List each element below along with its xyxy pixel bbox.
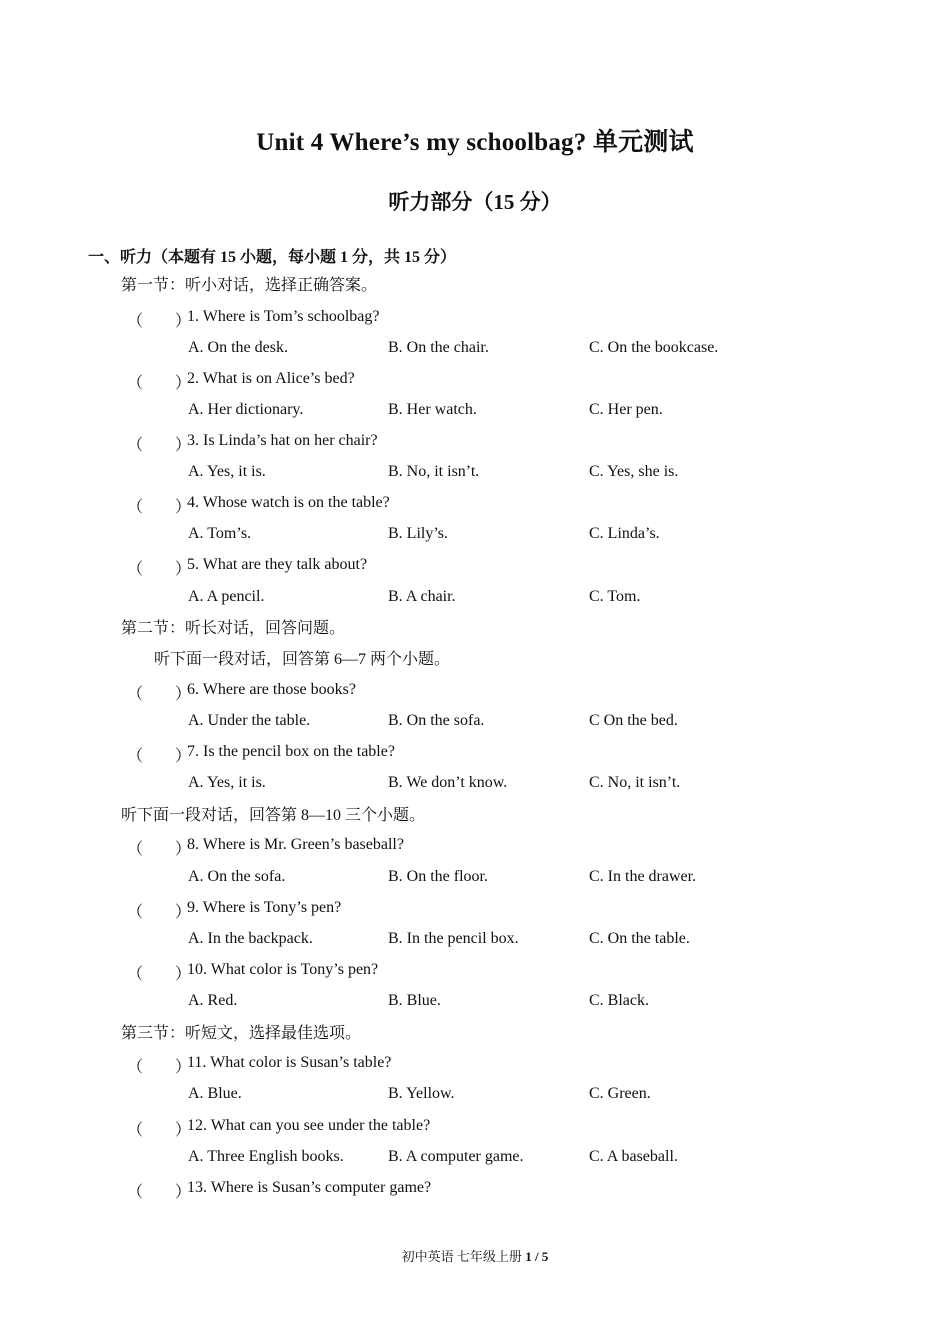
q5-option-c: C. Tom. xyxy=(589,588,641,605)
section-2-note-2: 听下面一段对话，回答第 8—10 三个小题。 xyxy=(121,807,426,824)
q8-option-c: C. In the drawer. xyxy=(589,868,697,885)
question-2: 2. What is on Alice’s bed? xyxy=(187,370,355,387)
answer-blank-12[interactable]: （ ） xyxy=(127,1122,192,1139)
answer-blank-11[interactable]: （ ） xyxy=(127,1059,192,1076)
q3-option-c: C. Yes, she is. xyxy=(589,463,679,480)
page-number: 1 / 5 xyxy=(525,1249,549,1264)
answer-blank-8[interactable]: （ ） xyxy=(127,841,192,858)
answer-blank-2[interactable]: （ ） xyxy=(127,375,192,392)
q8-option-a: A. On the sofa. xyxy=(188,868,286,885)
question-13: 13. Where is Susan’s computer game? xyxy=(187,1179,432,1196)
q12-option-b: B. A computer game. xyxy=(388,1148,524,1165)
question-6: 6. Where are those books? xyxy=(187,681,356,698)
footer-course: 初中英语 七年级上册 xyxy=(401,1249,526,1264)
q11-option-a: A. Blue. xyxy=(188,1085,242,1102)
q7-option-b: B. We don’t know. xyxy=(388,774,508,791)
q7-option-c: C. No, it isn’t. xyxy=(589,774,681,791)
answer-blank-10[interactable]: （ ） xyxy=(127,966,192,983)
q6-option-c: C On the bed. xyxy=(589,712,678,729)
q2-option-c: C. Her pen. xyxy=(589,401,663,418)
q7-option-a: A. Yes, it is. xyxy=(188,774,266,791)
q1-option-c: C. On the bookcase. xyxy=(589,339,719,356)
question-1: 1. Where is Tom’s schoolbag? xyxy=(187,308,380,325)
q3-option-a: A. Yes, it is. xyxy=(188,463,266,480)
section-2-note-1: 听下面一段对话，回答第 6—7 两个小题。 xyxy=(154,651,451,668)
section-subtitle: 听力部分（15 分） xyxy=(388,190,562,214)
q9-option-b: B. In the pencil box. xyxy=(388,930,519,947)
q6-option-b: B. On the sofa. xyxy=(388,712,485,729)
question-8: 8. Where is Mr. Green’s baseball? xyxy=(187,836,404,853)
q2-option-a: A. Her dictionary. xyxy=(188,401,304,418)
question-12: 12. What can you see under the table? xyxy=(187,1117,431,1134)
question-10: 10. What color is Tony’s pen? xyxy=(187,961,379,978)
q1-option-a: A. On the desk. xyxy=(188,339,288,356)
answer-blank-9[interactable]: （ ） xyxy=(127,904,192,921)
q11-option-c: C. Green. xyxy=(589,1085,651,1102)
q1-option-b: B. On the chair. xyxy=(388,339,489,356)
q10-option-a: A. Red. xyxy=(188,992,238,1009)
question-4: 4. Whose watch is on the table? xyxy=(187,494,390,511)
question-3: 3. Is Linda’s hat on her chair? xyxy=(187,432,378,449)
question-9: 9. Where is Tony’s pen? xyxy=(187,899,342,916)
answer-blank-4[interactable]: （ ） xyxy=(127,499,192,516)
answer-blank-1[interactable]: （ ） xyxy=(127,313,192,330)
answer-blank-7[interactable]: （ ） xyxy=(127,748,192,765)
answer-blank-5[interactable]: （ ） xyxy=(127,561,192,578)
q4-option-a: A. Tom’s. xyxy=(188,525,252,542)
q10-option-c: C. Black. xyxy=(589,992,649,1009)
section-2-heading: 第二节：听长对话，回答问题。 xyxy=(121,620,346,637)
answer-blank-6[interactable]: （ ） xyxy=(127,686,192,703)
page-title: Unit 4 Where’s my schoolbag? 单元测试 xyxy=(256,129,694,156)
q4-option-c: C. Linda’s. xyxy=(589,525,660,542)
q12-option-c: C. A baseball. xyxy=(589,1148,678,1165)
q5-option-a: A. A pencil. xyxy=(188,588,265,605)
q11-option-b: B. Yellow. xyxy=(388,1085,455,1102)
q3-option-b: B. No, it isn’t. xyxy=(388,463,480,480)
question-11: 11. What color is Susan’s table? xyxy=(187,1054,392,1071)
part-heading: 一、听力（本题有 15 小题，每小题 1 分，共 15 分） xyxy=(88,249,457,266)
answer-blank-13[interactable]: （ ） xyxy=(127,1184,192,1201)
q6-option-a: A. Under the table. xyxy=(188,712,311,729)
q4-option-b: B. Lily’s. xyxy=(388,525,449,542)
q9-option-c: C. On the table. xyxy=(589,930,690,947)
page-footer xyxy=(0,1246,950,1265)
section-3-heading: 第三节：听短文，选择最佳选项。 xyxy=(121,1025,362,1042)
q8-option-b: B. On the floor. xyxy=(388,868,488,885)
section-1-heading: 第一节：听小对话，选择正确答案。 xyxy=(121,277,378,294)
q9-option-a: A. In the backpack. xyxy=(188,930,313,947)
question-5: 5. What are they talk about? xyxy=(187,556,368,573)
answer-blank-3[interactable]: （ ） xyxy=(127,437,192,454)
q12-option-a: A. Three English books. xyxy=(188,1148,344,1165)
q2-option-b: B. Her watch. xyxy=(388,401,477,418)
q5-option-b: B. A chair. xyxy=(388,588,456,605)
question-7: 7. Is the pencil box on the table? xyxy=(187,743,395,760)
q10-option-b: B. Blue. xyxy=(388,992,441,1009)
